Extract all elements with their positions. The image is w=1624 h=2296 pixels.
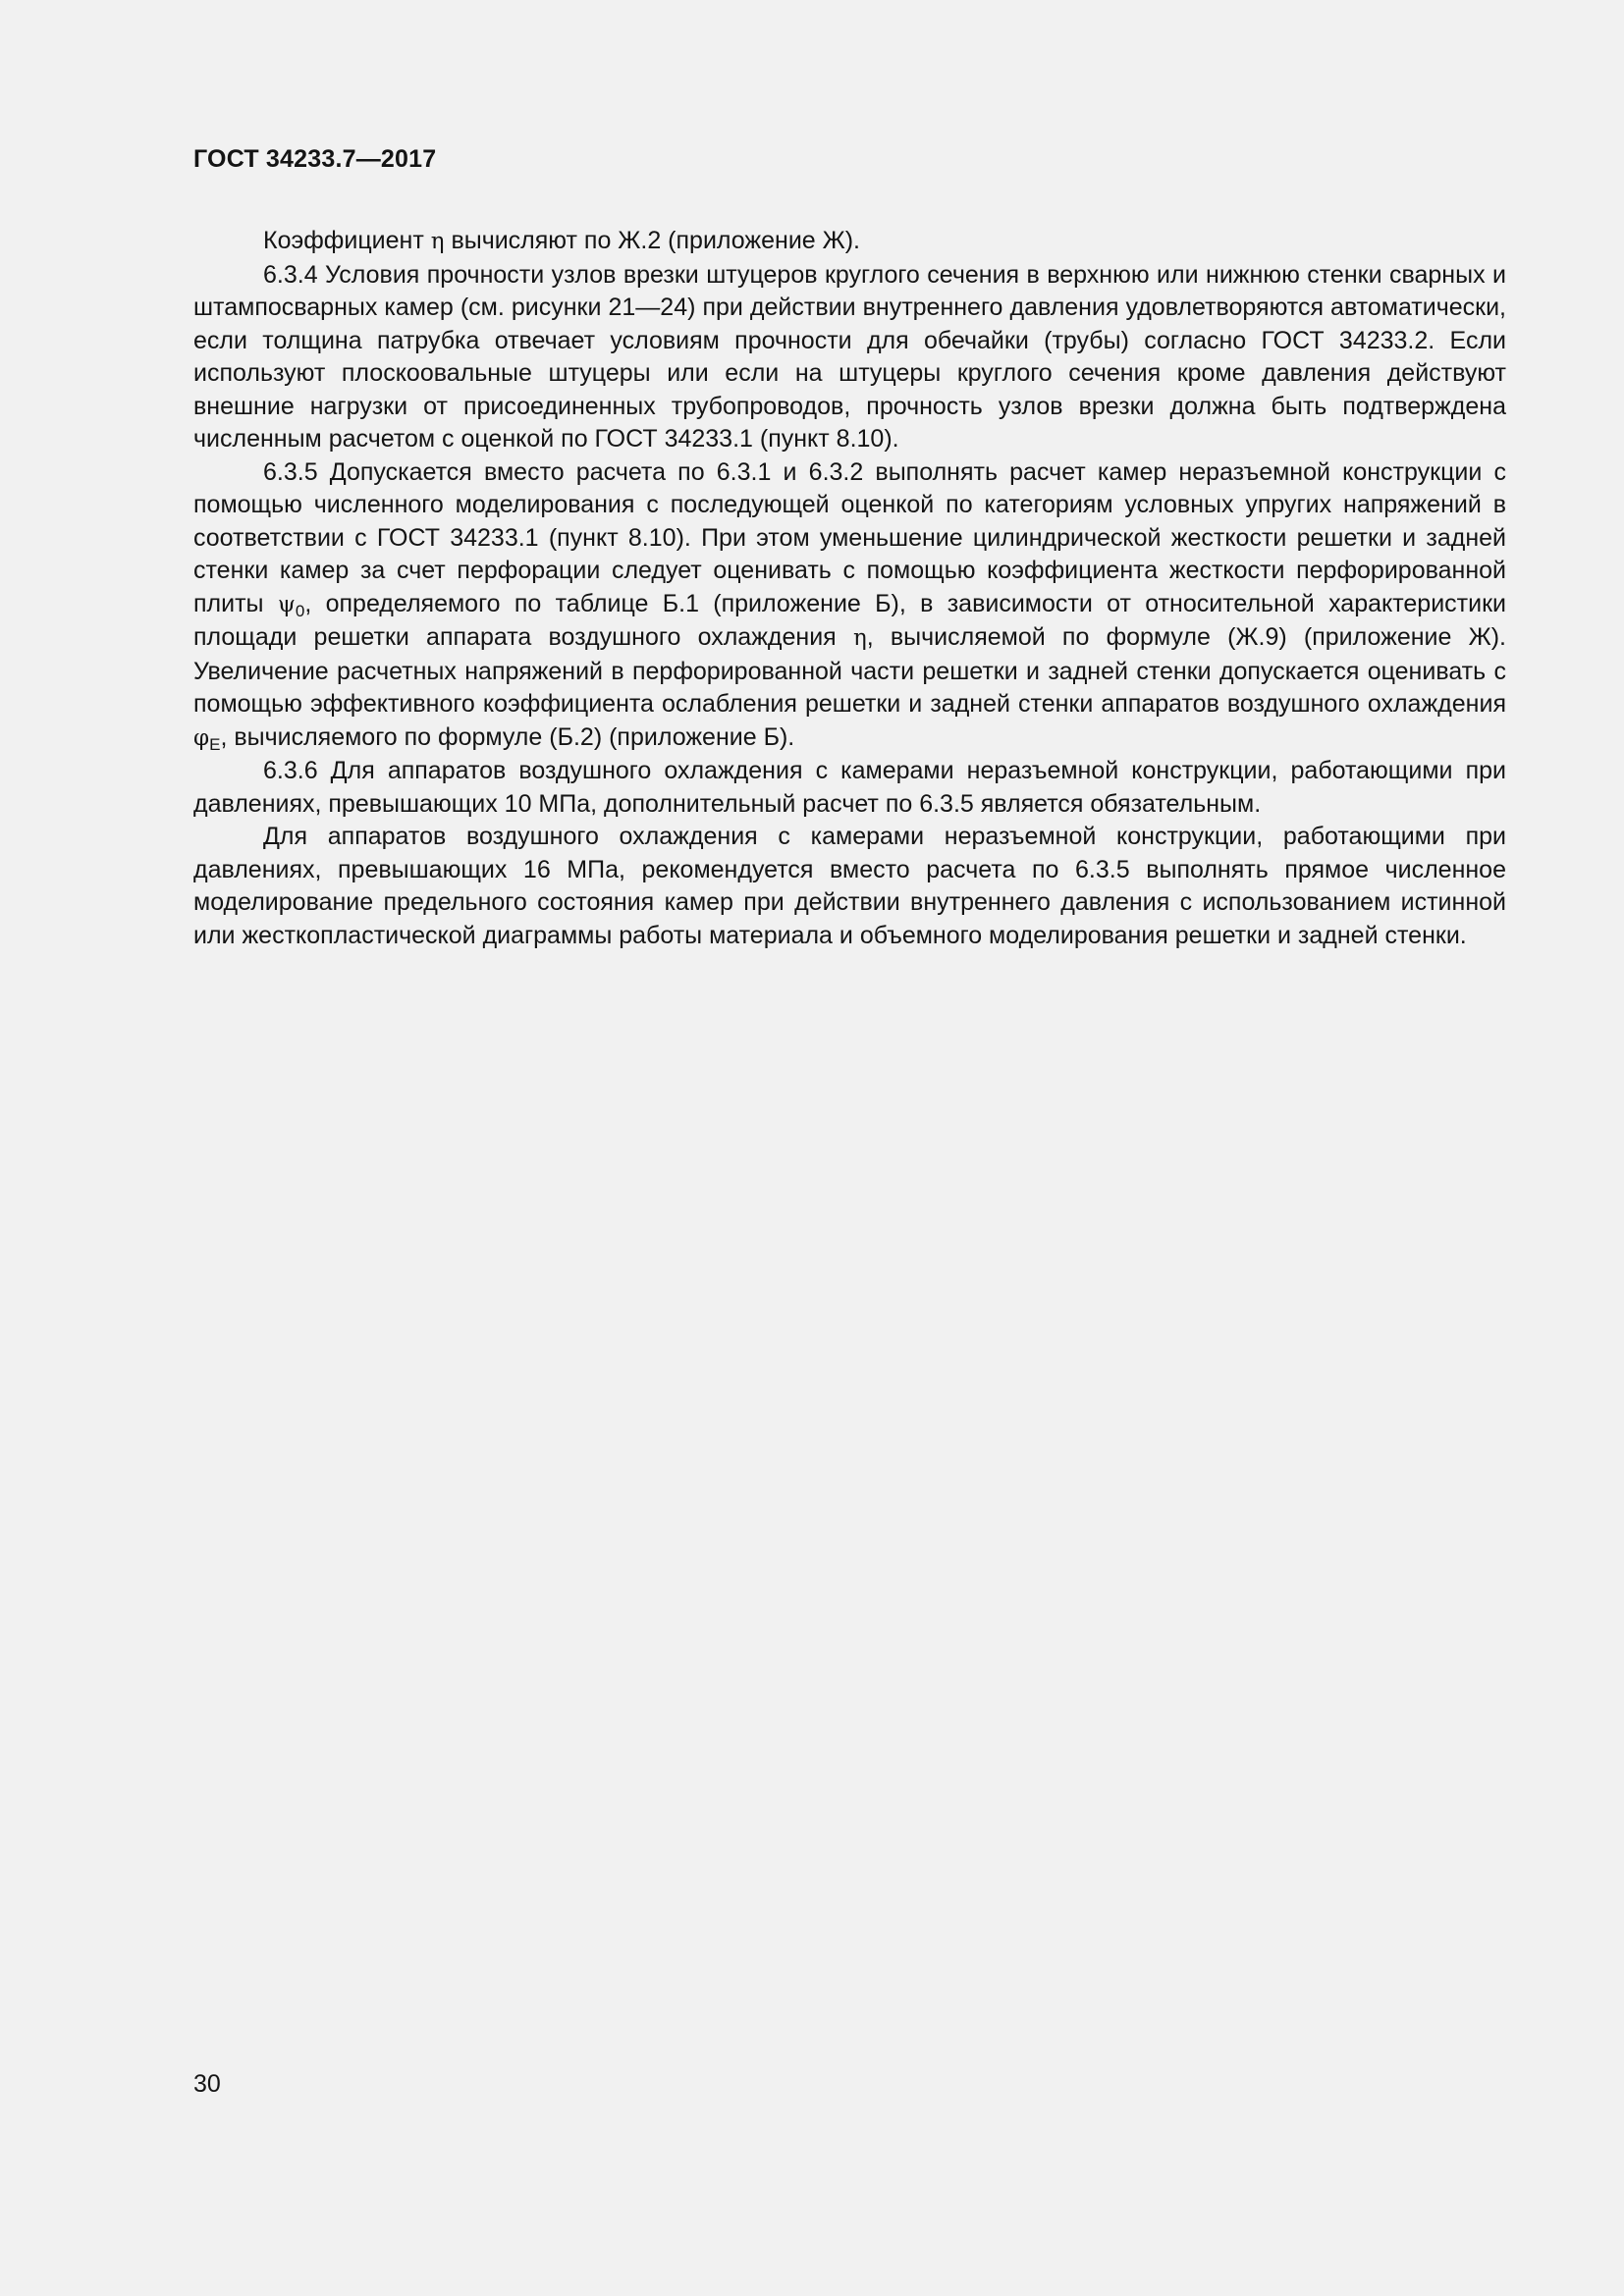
- eta-symbol: η: [430, 229, 445, 254]
- document-header: ГОСТ 34233.7—2017: [193, 145, 437, 173]
- phi-subscript: E: [209, 734, 221, 754]
- phi-symbol: φ: [193, 724, 210, 751]
- paragraph-text: вычисляют по Ж.2 (приложение Ж).: [444, 227, 860, 254]
- paragraph-text: 6.3.5 Допускается вместо расчета по 6.3.1 и 6.3.2 выполнять расчет камер неразъемной конструкции с помощью численного моделирования с последующей оценкой по категориям условных упругих напряжений в соответствии с ГОСТ 34233.1 (пункт 8.10). При этом уменьшение цилиндрической жесткости решетки и задней стенки камер за счет перфорации следует оценивать с помощью коэффициента жесткости перфорированной плиты: [193, 457, 1506, 617]
- psi-symbol: ψ: [277, 591, 296, 617]
- paragraph-16-mpa: Для аппаратов воздушного охлаждения с камерами неразъемной конструкции, работающими при давлениях, превышающих 16 МПа, рекомендуется вместо расчета по 6.3.5 выполнять прямое численное моделирование предельного состояния камер при действии внутреннего давления с использованием истинной или жесткопластической диаграммы работы материала и объемного моделирования решетки и задней стенки.: [193, 823, 1506, 949]
- paragraph-text: , вычисляемого по формуле (Б.2) (приложение Б).: [220, 722, 795, 751]
- paragraph-eta-coefficient: [193, 225, 1506, 259]
- page-number: 30: [193, 2070, 221, 2098]
- psi-subscript: 0: [295, 601, 305, 620]
- paragraph-6-3-6: 6.3.6 Для аппаратов воздушного охлаждения с камерами неразъемной конструкции, работающими при давлениях, превышающих 10 МПа, дополнительный расчет по 6.3.5 является обязательным.: [193, 757, 1506, 818]
- document-body: [193, 225, 1506, 952]
- paragraph-6-3-5: [193, 456, 1506, 756]
- paragraph-6-3-4: 6.3.4 Условия прочности узлов врезки штуцеров круглого сечения в верхнюю или нижнюю стенки сварных и штампосварных камер (см. рисунки 21—24) при действии внутреннего давления удовлетворяются автоматически, если толщина патрубка отвечает условиям прочности для обечайки (трубы) согласно ГОСТ 34233.2. Если используют плоскоовальные штуцеры или если на штуцеры круглого сечения кроме давления действуют внешние нагрузки от присоединенных трубопроводов, прочность узлов врезки должна быть подтверждена численным расчетом с оценкой по ГОСТ 34233.1 (пункт 8.10).: [193, 260, 1506, 453]
- paragraph-text: Коэффициент: [263, 227, 431, 254]
- eta-symbol: η: [852, 625, 867, 651]
- paragraph-text: , определяемого по таблице Б.1 (приложение Б), в зависимости от относительной характеристики площади решетки аппарата воздушного охлаждения: [193, 589, 1506, 651]
- paragraph-text: , вычисляемой по формуле (Ж.9) (приложение Ж). Увеличение расчетных напряжений в перфорированной части решетки и задней стенки допускается оценивать с помощью эффективного коэффициента ослабления решетки и задней стенки аппаратов воздушного охлаждения: [193, 623, 1506, 718]
